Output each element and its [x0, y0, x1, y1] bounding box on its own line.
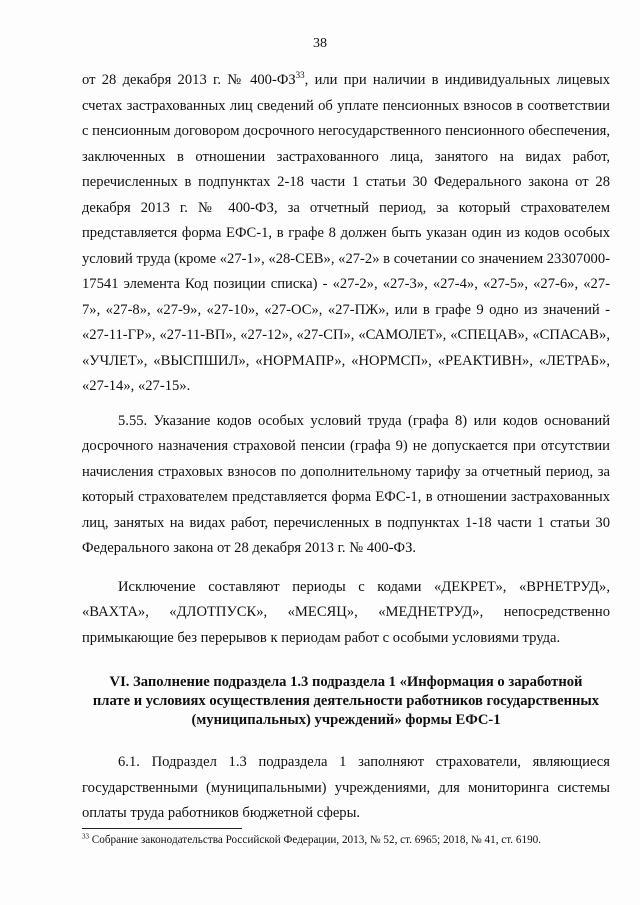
- paragraph-text: от 28 декабря 2013 г. № 400-ФЗ: [82, 72, 296, 88]
- section-heading-line: плате и условиях осуществления деятельности работников государственных: [92, 693, 600, 709]
- footnote-marker: 33: [82, 832, 89, 841]
- paragraph-codes-list: [82, 68, 610, 400]
- footnote-divider: [82, 828, 242, 829]
- footnote-text: Собрание законодательства Российской Федерации, 2013, № 52, ст. 6965; 2018, № 41, ст. 6190.: [89, 834, 542, 846]
- page-content: [82, 68, 610, 827]
- footnote: [82, 833, 610, 847]
- paragraph-exceptions: Исключение составляют периоды с кодами «ДЕКРЕТ», «ВРНЕТРУД», «ВАХТА», «ДЛОТПУСК», «МЕСЯЦ», «МЕДНЕТРУД», непосредственно примыкающие без перерывов к периодам работ с особыми условиями труда.: [82, 578, 610, 646]
- paragraph-5-55: 5.55. Указание кодов особых условий труда (графа 8) или кодов оснований досрочного назначения страховой пенсии (графа 9) не допускается при отсутствии начисления страховых взносов по дополнительному тарифу за отчетный период, за который страхователем представляется форма ЕФС-1, в отношении застрахованных лиц, занятых на видах работ, перечисленных в подпунктах 1-18 части 1 статьи 30 Федерального закона от 28 декабря 2013 г. № 400-ФЗ.: [82, 412, 610, 556]
- paragraph-text: , или при наличии в индивидуальных лицевых счетах застрахованных лиц сведений об уплате пенсионных взносов в соответствии с пенсионным договором досрочного негосударственного пенсионного обеспечения, заключенных в отношении застрахованного лица, занятого на видах работ, перечисленных в подпунктах 2-18 части 1 статьи 30 Федерального закона от 28 декабря 2013 г. № 400-ФЗ, за отчетный период, за который страхователем представляется форма ЕФС-1, в графе 8 должен быть указан один из кодов особых условий труда (кроме «27-1», «28-СЕВ», «27-2» в сочетании со значением 23307000-17541 элемента Код позиции списка) - «27-2», «27-3», «27-4», «27-5», «27-6», «27-7», «27-8», «27-9», «27-10», «27-ОС», «27-ПЖ», или в графе 9 одно из значений - «27-11-ГР», «27-11-ВП», «27-12», «27-СП», «САМОЛЕТ», «СПЕЦАВ», «СПАСАВ», «УЧЛЕТ», «ВЫСПШИЛ», «НОРМАПР», «НОРМСП», «РЕАКТИВН», «ЛЕТРАБ», «27-14», «27-15».: [82, 72, 610, 394]
- footnote-reference: 33: [295, 70, 305, 81]
- paragraph-6-1: 6.1. Подраздел 1.3 подраздела 1 заполняют страхователи, являющиеся государственными (муниципальными) учреждениями, для мониторинга системы оплаты труда работников бюджетной сферы.: [82, 754, 610, 821]
- section-heading-line: (муниципальных) учреждений» формы ЕФС-1: [191, 712, 501, 728]
- section-heading-line: VI. Заполнение подраздела 1.3 подраздела 1 «Информация о заработной: [109, 674, 583, 690]
- page-number: 38: [313, 36, 327, 51]
- section-heading: [82, 673, 610, 730]
